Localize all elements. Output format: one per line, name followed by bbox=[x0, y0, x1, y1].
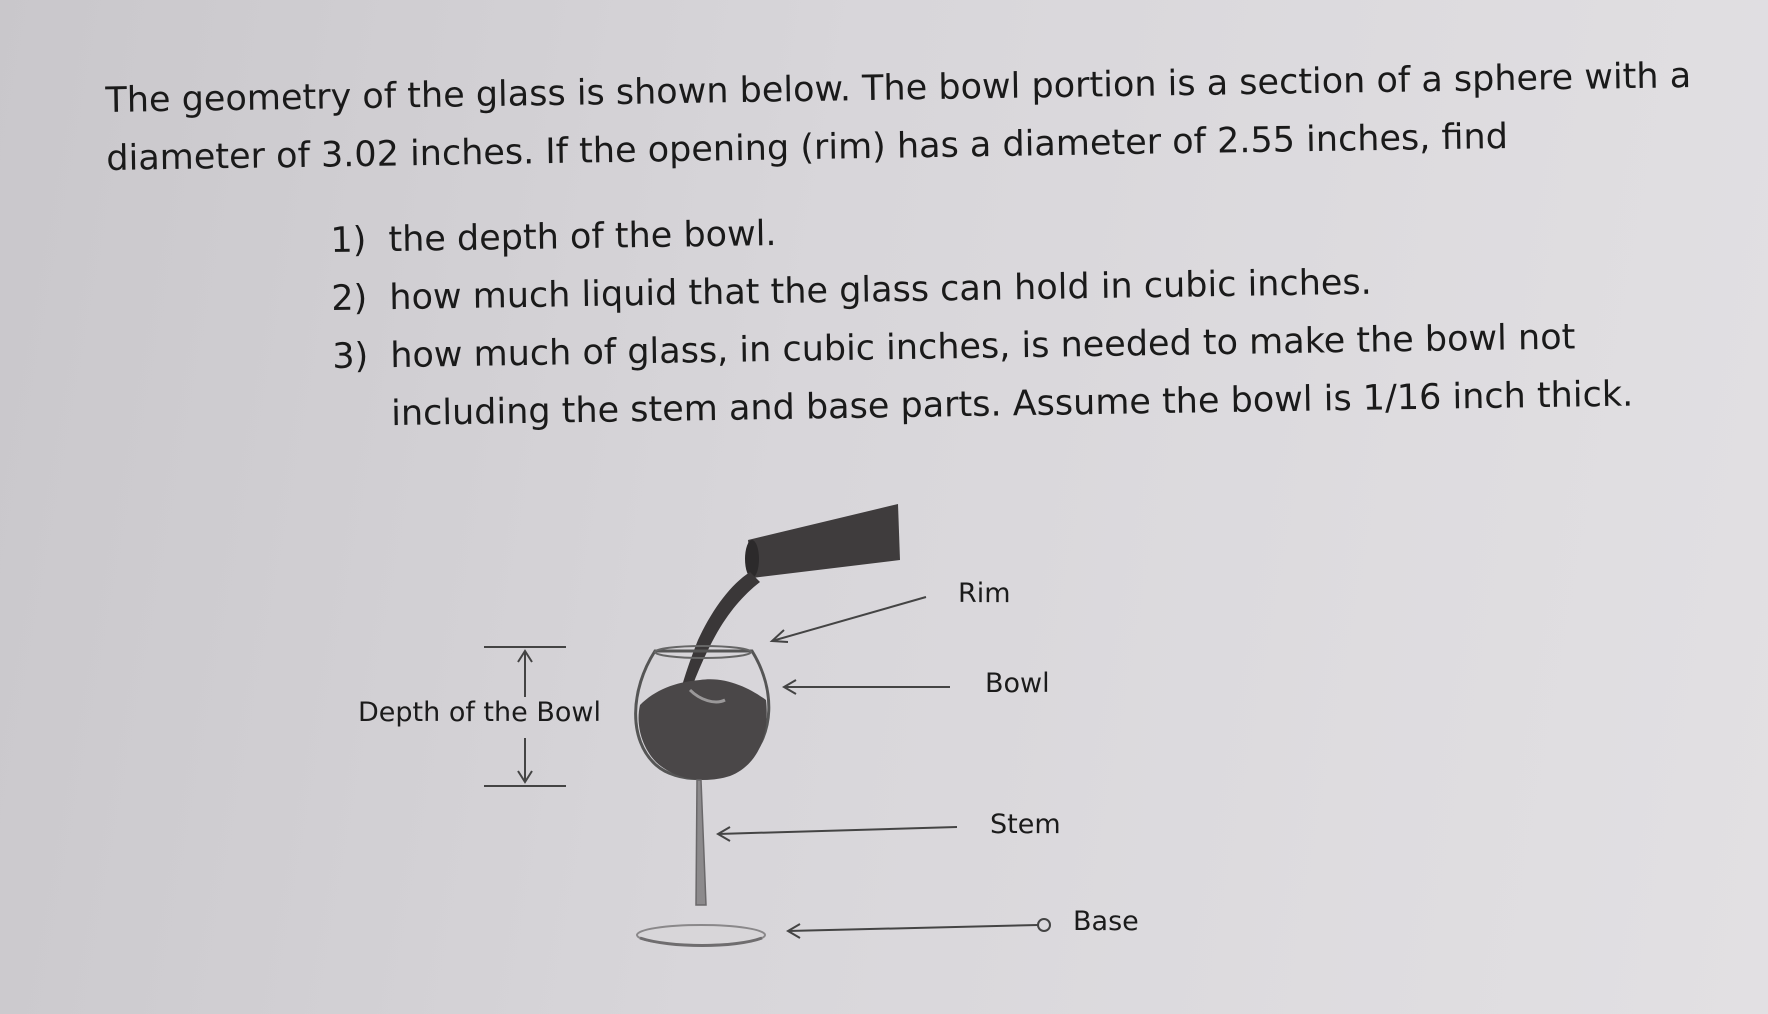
rim-arrowhead bbox=[772, 630, 788, 642]
stem-arrow bbox=[718, 827, 957, 834]
question-text: the depth of the bowl. bbox=[388, 213, 777, 261]
question-number: 1) bbox=[330, 220, 367, 261]
rim-label: Rim bbox=[958, 578, 1011, 609]
problem-intro: The geometry of the glass is shown below. The bowl portion is a section of a sphere with a diameter of 3.02 inches. If the opening (rim) has a diameter of 2.55 inches, find bbox=[105, 56, 1692, 179]
question-number: 2) bbox=[331, 278, 368, 319]
question-text: how much of glass, in cubic inches, is needed to make the bowl not including the stem and base parts. Assume the bowl is 1/16 inch thick. bbox=[389, 317, 1634, 435]
bowl-label: Bowl bbox=[985, 668, 1050, 699]
base-label: Base bbox=[1073, 906, 1139, 937]
bottle-opening bbox=[745, 540, 759, 578]
depth-of-bowl-label: Depth of the Bowl bbox=[358, 697, 601, 728]
base-arrow bbox=[788, 925, 1038, 931]
bottle-neck-icon bbox=[748, 504, 900, 578]
stem-label: Stem bbox=[990, 809, 1061, 840]
glass-stem-icon bbox=[696, 780, 706, 905]
rim-arrow bbox=[772, 597, 926, 641]
base-pointer-circle bbox=[1038, 919, 1050, 931]
question-number: 3) bbox=[331, 336, 369, 377]
question-text: how much liquid that the glass can hold in cubic inches. bbox=[389, 262, 1373, 319]
